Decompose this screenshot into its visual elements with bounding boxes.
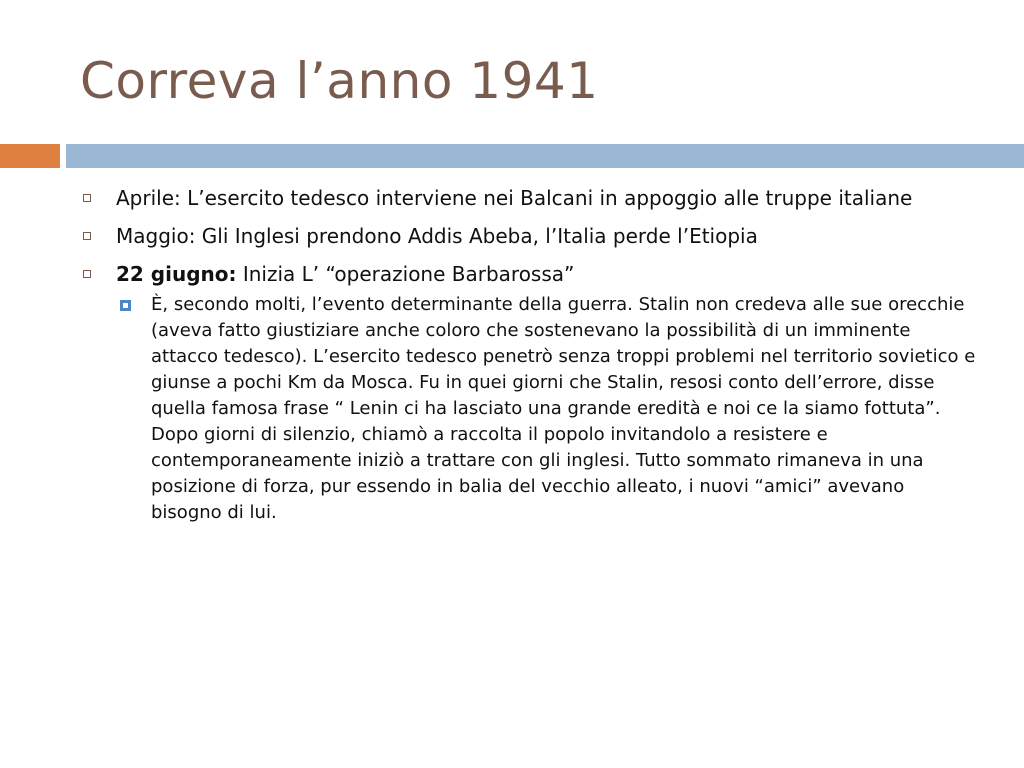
- bullet-item-giugno: [80, 260, 980, 288]
- bullet-text: Maggio: Gli Inglesi prendono Addis Abeba, l’Italia perde l’Etiopia: [116, 224, 758, 248]
- slide-title: Correva l’anno 1941: [80, 52, 599, 110]
- sub-bullet-item: [116, 292, 980, 526]
- square-bullet-icon: [83, 270, 91, 278]
- sub-bullet-text: È, secondo molti, l’evento determinante della guerra. Stalin non credeva alle sue orecchie (aveva fatto giustiziare anche coloro che sostenevano la possibilità di un imminente attacco tedesco). L’esercito tedesco penetrò senza troppi problemi nel territorio sovietico e giunse a pochi Km da Mosca. Fu in quei giorni che Stalin, resosi conto dell’errore, disse quella famosa frase “ Lenin ci ha lasciato una grande eredità e noi ce la siamo fottuta”. Dopo giorni di silenzio, chiamò a raccolta il popolo invitandolo a resistere e contemporaneamente iniziò a trattare con gli inglesi. Tutto sommato rimaneva in una posizione di forza, pur essendo in balia del vecchio alleato, i nuovi “amici” avevano bisogno di lui.: [151, 294, 976, 523]
- filled-square-bullet-icon: [120, 300, 131, 311]
- accent-bar: [0, 144, 60, 168]
- square-bullet-icon: [83, 232, 91, 240]
- bullet-item-maggio: [80, 222, 980, 250]
- square-bullet-icon: [83, 194, 91, 202]
- header-divider-bar: [66, 144, 1024, 168]
- bullet-item-aprile: [80, 184, 980, 212]
- bullet-bold-date: 22 giugno:: [116, 262, 237, 286]
- bullet-list: [80, 184, 980, 526]
- bullet-text: Inizia L’ “operazione Barbarossa”: [236, 262, 575, 286]
- bullet-text: Aprile: L’esercito tedesco interviene nei Balcani in appoggio alle truppe italiane: [116, 186, 913, 210]
